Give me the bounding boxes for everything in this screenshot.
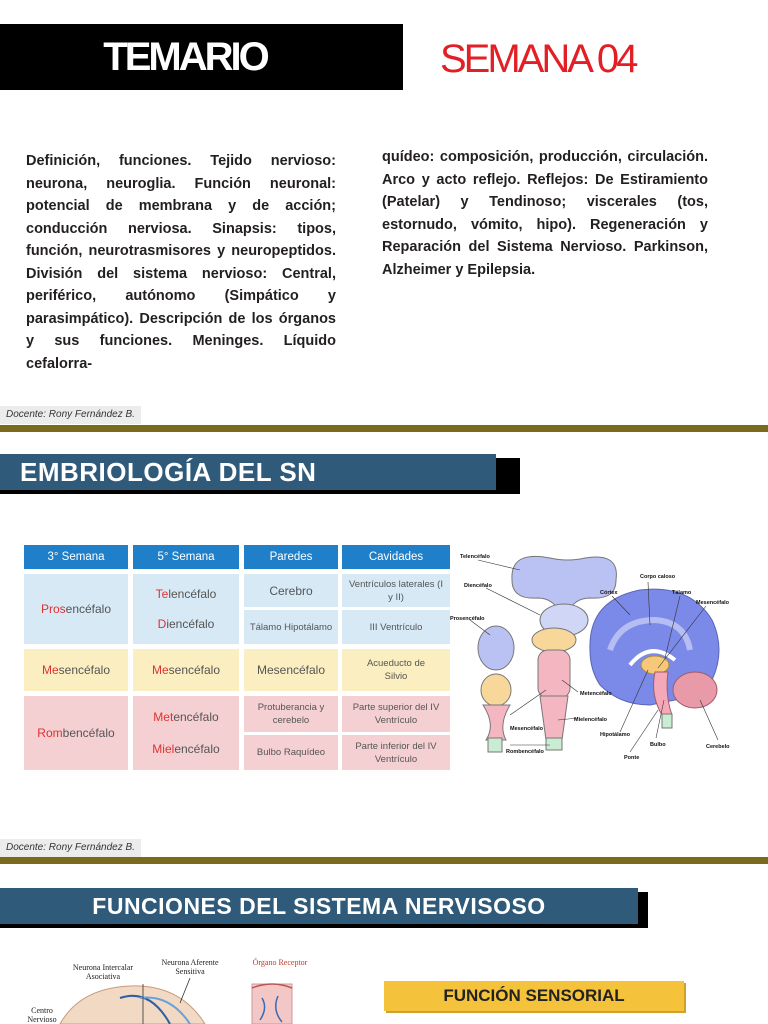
slide-divider: [0, 425, 768, 432]
table-header: 3° Semana: [24, 545, 128, 569]
table-header: Cavidades: [342, 545, 450, 569]
docente-credit: Docente: Rony Fernández B.: [0, 839, 141, 857]
table-cell-5-semana-prosencefalo: [133, 574, 239, 644]
label-prosencefalo: Prosencéfalo: [450, 616, 485, 622]
label-mielencefalo: Mielencéfalo: [574, 717, 608, 723]
temario-title: TEMARIO: [103, 35, 267, 79]
label-diencefalo: Diencéfalo: [464, 583, 492, 589]
label-talamo: Tálamo: [672, 590, 692, 596]
funcion-sensorial-label: FUNCIÓN SENSORIAL: [384, 981, 684, 1011]
label-bulbo: Bulbo: [650, 742, 666, 748]
label-hipotalamo: Hipotálamo: [600, 732, 630, 738]
funciones-title: FUNCIONES DEL SISTEMA NERVISOSO: [0, 888, 638, 924]
telencefalo-text: Telencéfalo: [155, 587, 217, 601]
label-neurona-aferente: Neurona Aferente Sensitiva: [161, 958, 219, 976]
table-cell-ventriculos-laterales: Ventrículos laterales (I y II): [342, 574, 450, 607]
embryo-tube-3-vesicles: [478, 626, 514, 752]
embriologia-title: EMBRIOLOGÍA DEL SN: [0, 454, 496, 490]
label-neurona-intercalar: Neurona Intercalar Asociativa: [72, 963, 134, 981]
brain-development-diagram: [450, 540, 768, 770]
diencefalo-text: Diencéfalo: [157, 617, 215, 631]
label-rombencefalo: Rombencéfalo: [506, 749, 544, 755]
table-cell-iii-ventriculo: III Ventrículo: [342, 610, 450, 644]
mielencefalo-text: Mielencéfalo: [152, 742, 220, 756]
label-cerebelo: Cerebelo: [706, 744, 730, 750]
docente-credit: Docente: Rony Fernández B.: [0, 406, 141, 424]
label-cortex: Córtex: [600, 590, 618, 596]
label-telencefalo: Telencéfalo: [460, 554, 490, 560]
table-cell-acueducto: Acueducto de Silvio: [342, 649, 450, 691]
label-organo-receptor: Órgano Receptor: [252, 958, 308, 967]
table-cell-mesencefalo-pared: Mesencéfalo: [244, 649, 338, 691]
label-mesencefalo-adult: Mesencéfalo: [696, 600, 730, 606]
slide-divider: [0, 857, 768, 864]
temario-text-right: quídeo: composición, producción, circulación. Arco y acto reflejo. Reflejos: De Estiramiento (Patelar) y Tendinoso; viscerales (tos, estornudo, vómito, hipo). Regeneración y Reparación del Sistema Nervioso. Parkinson, Alzheimer y Epilepsia.: [382, 149, 708, 278]
table-cell-cerebro: Cerebro: [244, 574, 338, 607]
table-cell-5-semana-rombencefalo: [133, 696, 239, 770]
label-metencefalo: Metencéfalo: [580, 691, 612, 697]
table-cell-prosencefalo: Pros encéfalo: [24, 574, 128, 644]
table-cell-protuberancia: Protuberancia y cerebelo: [244, 696, 338, 732]
label-corpo-caloso: Corpo caloso: [640, 574, 676, 580]
metencefalo-text: Metencéfalo: [153, 710, 219, 724]
receptor-skin-illustration: [252, 984, 292, 1024]
temario-text-left: Definición, funciones. Tejido nervioso: neurona, neuroglia. Función neuronal: potencial de membrana y de acción; conducción nerviosa. Sinapsis: tipos, función, neurotrasmisores y neuropeptidos. División del sistema nervioso: Central, periférico, autónomo (Simpático y parasimpático). Descripción de los órganos y sus funciones. Meninges. Líquido cefalorra-: [26, 153, 336, 372]
table-cell-iv-superior: Parte superior del IV Ventrículo: [342, 696, 450, 732]
table-cell-mesencefalo-3: Me sencéfalo: [24, 649, 128, 691]
label-mesencefalo: Mesencéfalo: [510, 726, 544, 732]
table-cell-bulbo-raquideo: Bulbo Raquídeo: [244, 735, 338, 770]
week-title: SEMANA 04: [440, 37, 636, 81]
adult-brain-sagittal: [590, 589, 719, 728]
label-centro-nervioso: Centro Nervioso: [27, 1006, 57, 1024]
table-header: Paredes: [244, 545, 338, 569]
table-cell-rombencefalo: Rom bencéfalo: [24, 696, 128, 770]
label-ponte: Ponte: [624, 755, 640, 761]
table-cell-talamo: Tálamo Hipotálamo: [244, 610, 338, 644]
table-cell-mesencefalo-5: Me sencéfalo: [133, 649, 239, 691]
table-header: 5° Semana: [133, 545, 239, 569]
table-cell-iv-inferior: Parte inferior del IV Ventrículo: [342, 735, 450, 770]
